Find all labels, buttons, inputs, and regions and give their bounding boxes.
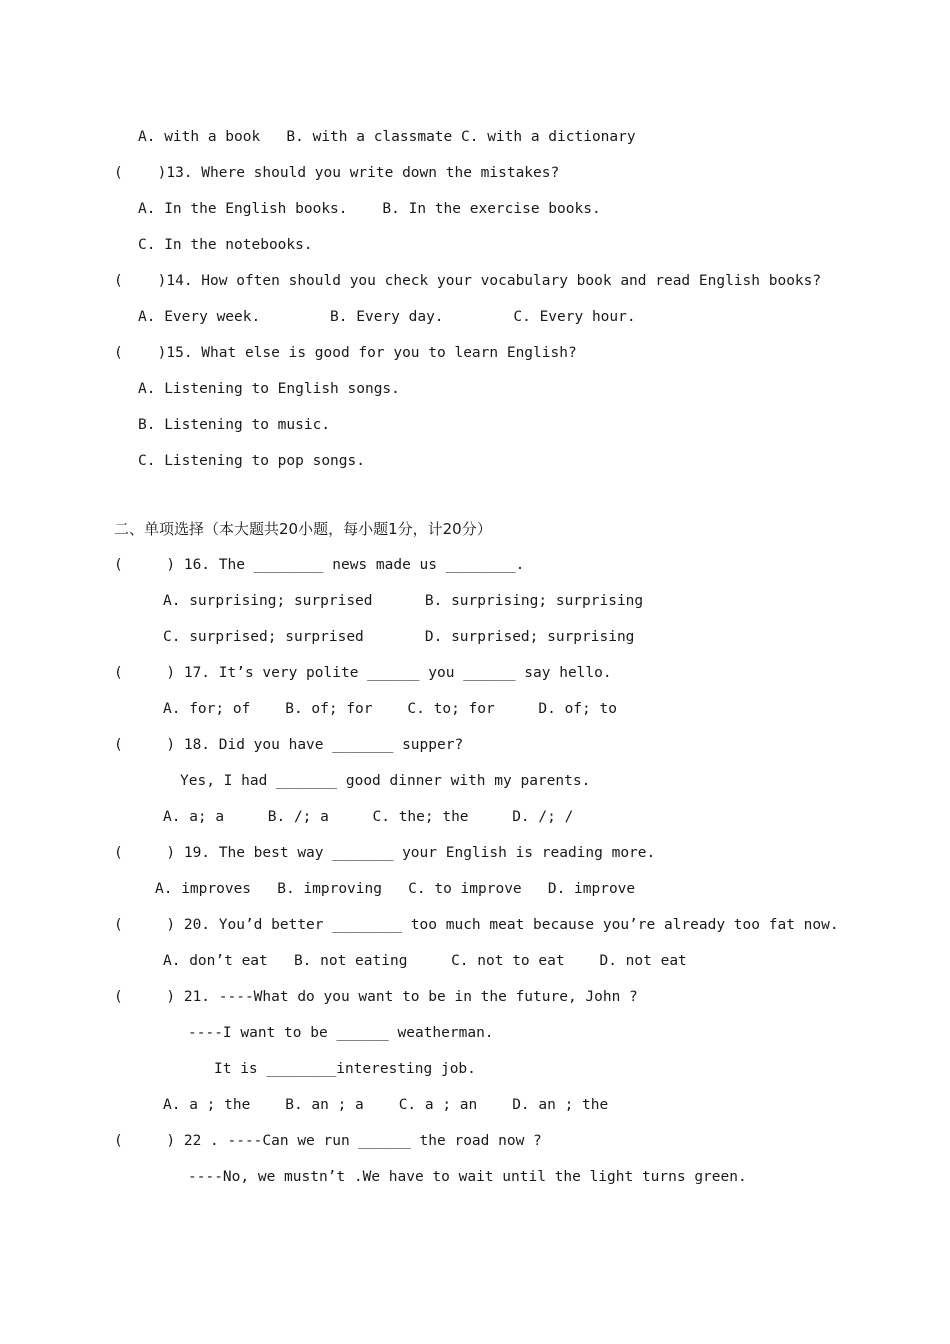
- q21-response-1: ----I want to be ______ weatherman.: [188, 1025, 494, 1041]
- q14-options: A. Every week. B. Every day. C. Every hour.: [138, 309, 636, 325]
- q16-options-ab: A. surprising; surprised B. surprising; surprising: [163, 593, 644, 609]
- q15-option-a: A. Listening to English songs.: [138, 381, 400, 397]
- question-15: ( )15. What else is good for you to learn English?: [114, 345, 577, 361]
- question-14: ( )14. How often should you check your vocabulary book and read English books?: [114, 273, 822, 289]
- q13-option-c: C. In the notebooks.: [138, 237, 313, 253]
- q20-options: A. don’t eat B. not eating C. not to eat D. not eat: [163, 953, 687, 969]
- q21-options: A. a ; the B. an ; a C. a ; an D. an ; the: [163, 1097, 609, 1113]
- q12-options: A. with a book B. with a classmate C. with a dictionary: [138, 129, 636, 145]
- question-18: ( ) 18. Did you have _______ supper?: [114, 737, 464, 753]
- q16-options-cd: C. surprised; surprised D. surprised; surprising: [163, 629, 635, 645]
- q15-option-b: B. Listening to music.: [138, 417, 331, 433]
- q15-option-c: C. Listening to pop songs.: [138, 453, 365, 469]
- question-17: ( ) 17. It’s very polite ______ you ______ say hello.: [114, 665, 612, 681]
- q21-response-2: It is ________interesting job.: [214, 1061, 476, 1077]
- section-heading: 二、单项选择（本大题共20小题，每小题1分，计20分）: [114, 520, 492, 538]
- q13-options-ab: A. In the English books. B. In the exercise books.: [138, 201, 601, 217]
- question-16: ( ) 16. The ________ news made us ________.: [114, 557, 525, 573]
- q17-options: A. for; of B. of; for C. to; for D. of; to: [163, 701, 617, 717]
- question-19: ( ) 19. The best way _______ your English is reading more.: [114, 845, 656, 861]
- question-21: ( ) 21. ----What do you want to be in the future, John ?: [114, 989, 638, 1005]
- q18-options: A. a; a B. /; a C. the; the D. /; /: [163, 809, 574, 825]
- q22-response: ----No, we mustn’t .We have to wait until the light turns green.: [188, 1169, 747, 1185]
- question-13: ( )13. Where should you write down the mistakes?: [114, 165, 560, 181]
- q18-response: Yes, I had _______ good dinner with my parents.: [180, 773, 591, 789]
- question-22: ( ) 22 . ----Can we run ______ the road now ?: [114, 1133, 542, 1149]
- q19-options: A. improves B. improving C. to improve D. improve: [155, 881, 636, 897]
- question-20: ( ) 20. You’d better ________ too much meat because you’re already too fat now.: [114, 917, 839, 933]
